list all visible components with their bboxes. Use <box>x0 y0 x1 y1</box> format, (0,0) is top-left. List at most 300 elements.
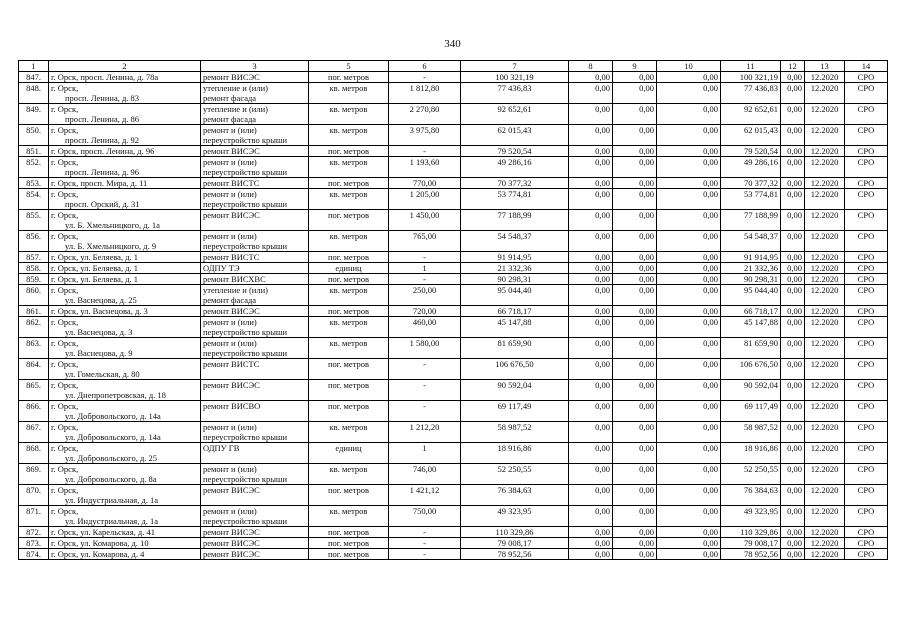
source-cell: СРО <box>845 146 888 157</box>
work-type-line: ремонт ВИСТС <box>203 359 260 369</box>
col12-cell: 0,00 <box>781 359 805 380</box>
address-line: ул. Добровольского, д. 14а <box>65 432 161 442</box>
unit-cell: пог. метров <box>309 252 389 263</box>
table-row <box>19 157 888 178</box>
work-type-line: ремонт ВИСЭС <box>203 306 260 316</box>
col10-cell: 0,00 <box>657 83 721 104</box>
col9-cell: 0,00 <box>613 125 657 146</box>
col12-cell: 0,00 <box>781 274 805 285</box>
address-line: ул. Васнецова, д. 3 <box>65 327 133 337</box>
quantity-cell: 1 421,12 <box>389 485 461 506</box>
table-row <box>19 380 888 401</box>
col10-cell: 0,00 <box>657 104 721 125</box>
total-cost-cell: 78 952,56 <box>461 549 569 560</box>
table-row <box>19 464 888 485</box>
col9-cell: 0,00 <box>613 210 657 231</box>
unit-cell: кв. метров <box>309 338 389 359</box>
col8-cell: 0,00 <box>569 401 613 422</box>
quantity-cell: - <box>389 146 461 157</box>
work-type-line: переустройство крыши <box>203 241 288 251</box>
unit-cell: пог. метров <box>309 306 389 317</box>
col12-cell: 0,00 <box>781 306 805 317</box>
work-type-cell <box>201 285 309 306</box>
col12-cell: 0,00 <box>781 83 805 104</box>
table-row <box>19 538 888 549</box>
quantity-cell: - <box>389 274 461 285</box>
row-number: 853. <box>19 178 49 189</box>
total-cost-cell: 79 520,54 <box>461 146 569 157</box>
quantity-cell: 720,00 <box>389 306 461 317</box>
address-line: г. Орск, <box>51 317 79 327</box>
col11-cell: 100 321,19 <box>721 72 781 83</box>
col11-cell: 49 323,95 <box>721 506 781 527</box>
source-cell: СРО <box>845 485 888 506</box>
quantity-cell: 250,00 <box>389 285 461 306</box>
date-cell: 12.2020 <box>805 338 845 359</box>
date-cell: 12.2020 <box>805 104 845 125</box>
col11-cell: 62 015,43 <box>721 125 781 146</box>
source-cell: СРО <box>845 443 888 464</box>
unit-cell: пог. метров <box>309 485 389 506</box>
col10-cell: 0,00 <box>657 464 721 485</box>
col9-cell: 0,00 <box>613 422 657 443</box>
row-number: 857. <box>19 252 49 263</box>
quantity-cell: - <box>389 538 461 549</box>
date-cell: 12.2020 <box>805 443 845 464</box>
address-line: г. Орск, <box>51 231 79 241</box>
address-line: ул. Добровольского, д. 8а <box>65 474 157 484</box>
address-line: г. Орск, просп. Ленина, д. 96 <box>51 146 155 156</box>
col10-cell: 0,00 <box>657 359 721 380</box>
address-line: просп. Ленина, д. 83 <box>65 93 140 103</box>
total-cost-cell: 62 015,43 <box>461 125 569 146</box>
row-number: 855. <box>19 210 49 231</box>
work-type-line: ремонт и (или) <box>203 317 257 327</box>
work-type-cell <box>201 72 309 83</box>
address-cell <box>49 83 201 104</box>
table-row <box>19 443 888 464</box>
col10-cell: 0,00 <box>657 317 721 338</box>
total-cost-cell: 58 987,52 <box>461 422 569 443</box>
row-number: 850. <box>19 125 49 146</box>
col11-cell: 91 914,95 <box>721 252 781 263</box>
col10-cell: 0,00 <box>657 178 721 189</box>
table-row <box>19 104 888 125</box>
source-cell: СРО <box>845 422 888 443</box>
total-cost-cell: 81 659,90 <box>461 338 569 359</box>
address-cell <box>49 464 201 485</box>
address-cell <box>49 422 201 443</box>
quantity-cell: 1 450,00 <box>389 210 461 231</box>
col10-cell: 0,00 <box>657 538 721 549</box>
col8-cell: 0,00 <box>569 443 613 464</box>
address-line: г. Орск, <box>51 359 79 369</box>
col12-cell: 0,00 <box>781 317 805 338</box>
col11-cell: 92 652,61 <box>721 104 781 125</box>
table-row <box>19 252 888 263</box>
col11-cell: 49 286,16 <box>721 157 781 178</box>
work-type-line: ремонт ВИСЭС <box>203 146 260 156</box>
table-row <box>19 338 888 359</box>
work-type-cell <box>201 549 309 560</box>
unit-cell: единиц <box>309 263 389 274</box>
address-line: г. Орск, ул. Беляева, д. 1 <box>51 252 139 262</box>
work-type-cell <box>201 83 309 104</box>
date-cell: 12.2020 <box>805 380 845 401</box>
col8-cell: 0,00 <box>569 274 613 285</box>
col10-cell: 0,00 <box>657 125 721 146</box>
col11-cell: 52 250,55 <box>721 464 781 485</box>
work-type-line: переустройство крыши <box>203 199 288 209</box>
total-cost-cell: 90 592,04 <box>461 380 569 401</box>
total-cost-cell: 69 117,49 <box>461 401 569 422</box>
work-type-line: ремонт и (или) <box>203 422 257 432</box>
work-type-line: переустройство крыши <box>203 432 288 442</box>
date-cell: 12.2020 <box>805 72 845 83</box>
table-row <box>19 549 888 560</box>
col10-cell: 0,00 <box>657 338 721 359</box>
table-row <box>19 306 888 317</box>
date-cell: 12.2020 <box>805 538 845 549</box>
col9-cell: 0,00 <box>613 485 657 506</box>
address-cell <box>49 210 201 231</box>
date-cell: 12.2020 <box>805 317 845 338</box>
work-type-line: ремонт и (или) <box>203 189 257 199</box>
col9-cell: 0,00 <box>613 83 657 104</box>
col8-cell: 0,00 <box>569 317 613 338</box>
col8-cell: 0,00 <box>569 104 613 125</box>
column-header-5: 5 <box>309 61 389 72</box>
total-cost-cell: 92 652,61 <box>461 104 569 125</box>
date-cell: 12.2020 <box>805 422 845 443</box>
col12-cell: 0,00 <box>781 72 805 83</box>
table-row <box>19 189 888 210</box>
total-cost-cell: 77 188,99 <box>461 210 569 231</box>
col8-cell: 0,00 <box>569 83 613 104</box>
row-number: 854. <box>19 189 49 210</box>
col11-cell: 58 987,52 <box>721 422 781 443</box>
work-type-cell <box>201 146 309 157</box>
col10-cell: 0,00 <box>657 263 721 274</box>
col10-cell: 0,00 <box>657 274 721 285</box>
total-cost-cell: 54 548,37 <box>461 231 569 252</box>
address-cell <box>49 263 201 274</box>
source-cell: СРО <box>845 506 888 527</box>
source-cell: СРО <box>845 83 888 104</box>
table-row <box>19 317 888 338</box>
address-line: г. Орск, <box>51 380 79 390</box>
unit-cell: пог. метров <box>309 178 389 189</box>
col9-cell: 0,00 <box>613 189 657 210</box>
work-type-cell <box>201 317 309 338</box>
col9-cell: 0,00 <box>613 263 657 274</box>
table-row <box>19 274 888 285</box>
quantity-cell: - <box>389 252 461 263</box>
row-number: 865. <box>19 380 49 401</box>
row-number: 858. <box>19 263 49 274</box>
address-cell <box>49 485 201 506</box>
col9-cell: 0,00 <box>613 464 657 485</box>
row-number: 849. <box>19 104 49 125</box>
address-line: г. Орск, <box>51 443 79 453</box>
source-cell: СРО <box>845 549 888 560</box>
unit-cell: кв. метров <box>309 464 389 485</box>
col12-cell: 0,00 <box>781 485 805 506</box>
source-cell: СРО <box>845 252 888 263</box>
work-type-line: ремонт и (или) <box>203 464 257 474</box>
source-cell: СРО <box>845 285 888 306</box>
col9-cell: 0,00 <box>613 338 657 359</box>
address-cell <box>49 178 201 189</box>
address-line: г. Орск, просп. Мира, д. 11 <box>51 178 148 188</box>
col12-cell: 0,00 <box>781 380 805 401</box>
col9-cell: 0,00 <box>613 252 657 263</box>
col9-cell: 0,00 <box>613 527 657 538</box>
work-type-cell <box>201 263 309 274</box>
col11-cell: 79 520,54 <box>721 146 781 157</box>
col10-cell: 0,00 <box>657 401 721 422</box>
col9-cell: 0,00 <box>613 443 657 464</box>
address-line: просп. Ленина, д. 92 <box>65 135 140 145</box>
quantity-cell: - <box>389 549 461 560</box>
col9-cell: 0,00 <box>613 274 657 285</box>
col11-cell: 76 384,63 <box>721 485 781 506</box>
col11-cell: 21 332,36 <box>721 263 781 274</box>
quantity-cell: 1 <box>389 443 461 464</box>
address-line: просп. Ленина, д. 96 <box>65 167 140 177</box>
date-cell: 12.2020 <box>805 146 845 157</box>
table-row <box>19 485 888 506</box>
col11-cell: 90 592,04 <box>721 380 781 401</box>
col11-cell: 53 774,81 <box>721 189 781 210</box>
address-line: г. Орск, <box>51 422 79 432</box>
address-line: г. Орск, <box>51 485 79 495</box>
source-cell: СРО <box>845 178 888 189</box>
col8-cell: 0,00 <box>569 538 613 549</box>
address-cell <box>49 538 201 549</box>
col10-cell: 0,00 <box>657 527 721 538</box>
total-cost-cell: 79 008,17 <box>461 538 569 549</box>
address-cell <box>49 549 201 560</box>
work-type-cell <box>201 527 309 538</box>
row-number: 872. <box>19 527 49 538</box>
unit-cell: пог. метров <box>309 401 389 422</box>
col12-cell: 0,00 <box>781 527 805 538</box>
address-line: г. Орск, <box>51 83 79 93</box>
col9-cell: 0,00 <box>613 285 657 306</box>
work-type-cell <box>201 464 309 485</box>
col8-cell: 0,00 <box>569 157 613 178</box>
col8-cell: 0,00 <box>569 338 613 359</box>
address-line: г. Орск, <box>51 338 79 348</box>
quantity-cell: 1 <box>389 263 461 274</box>
work-type-line: переустройство крыши <box>203 348 288 358</box>
source-cell: СРО <box>845 231 888 252</box>
date-cell: 12.2020 <box>805 83 845 104</box>
address-line: ул. Б. Хмельницкого, д. 9 <box>65 241 157 251</box>
address-line: ул. Васнецова, д. 9 <box>65 348 133 358</box>
col8-cell: 0,00 <box>569 464 613 485</box>
address-line: ул. Гомельская, д. 80 <box>65 369 140 379</box>
address-cell <box>49 359 201 380</box>
unit-cell: пог. метров <box>309 380 389 401</box>
address-line: ул. Днепропетровская, д. 18 <box>65 390 166 400</box>
quantity-cell: 750,00 <box>389 506 461 527</box>
work-type-line: ремонт фасада <box>203 295 257 305</box>
quantity-cell: - <box>389 359 461 380</box>
address-cell <box>49 401 201 422</box>
address-cell <box>49 338 201 359</box>
work-type-cell <box>201 231 309 252</box>
work-type-cell <box>201 306 309 317</box>
work-type-cell <box>201 104 309 125</box>
total-cost-cell: 91 914,95 <box>461 252 569 263</box>
work-type-line: ОДПУ ТЭ <box>203 263 240 273</box>
total-cost-cell: 100 321,19 <box>461 72 569 83</box>
date-cell: 12.2020 <box>805 189 845 210</box>
column-header-6: 6 <box>389 61 461 72</box>
row-number: 852. <box>19 157 49 178</box>
row-number: 874. <box>19 549 49 560</box>
row-number: 863. <box>19 338 49 359</box>
col9-cell: 0,00 <box>613 359 657 380</box>
total-cost-cell: 45 147,88 <box>461 317 569 338</box>
col12-cell: 0,00 <box>781 104 805 125</box>
col12-cell: 0,00 <box>781 146 805 157</box>
col8-cell: 0,00 <box>569 263 613 274</box>
col10-cell: 0,00 <box>657 380 721 401</box>
address-line: г. Орск, <box>51 464 79 474</box>
unit-cell: кв. метров <box>309 104 389 125</box>
col11-cell: 54 548,37 <box>721 231 781 252</box>
address-line: г. Орск, <box>51 157 79 167</box>
col10-cell: 0,00 <box>657 72 721 83</box>
column-header-11: 11 <box>721 61 781 72</box>
col10-cell: 0,00 <box>657 549 721 560</box>
address-line: г. Орск, ул. Беляева, д. 1 <box>51 274 139 284</box>
address-line: г. Орск, ул. Комарова, д. 4 <box>51 549 145 559</box>
work-type-line: ремонт и (или) <box>203 231 257 241</box>
unit-cell: кв. метров <box>309 157 389 178</box>
unit-cell: кв. метров <box>309 506 389 527</box>
address-cell <box>49 231 201 252</box>
work-type-line: утепление и (или) <box>203 285 268 295</box>
date-cell: 12.2020 <box>805 485 845 506</box>
col10-cell: 0,00 <box>657 231 721 252</box>
col10-cell: 0,00 <box>657 285 721 306</box>
col10-cell: 0,00 <box>657 306 721 317</box>
table-row <box>19 506 888 527</box>
col9-cell: 0,00 <box>613 104 657 125</box>
table-row <box>19 72 888 83</box>
col12-cell: 0,00 <box>781 401 805 422</box>
work-type-cell <box>201 189 309 210</box>
address-cell <box>49 380 201 401</box>
work-type-line: ремонт фасада <box>203 93 257 103</box>
col12-cell: 0,00 <box>781 422 805 443</box>
source-cell: СРО <box>845 125 888 146</box>
source-cell: СРО <box>845 306 888 317</box>
col8-cell: 0,00 <box>569 146 613 157</box>
unit-cell: пог. метров <box>309 549 389 560</box>
source-cell: СРО <box>845 104 888 125</box>
col8-cell: 0,00 <box>569 189 613 210</box>
col9-cell: 0,00 <box>613 317 657 338</box>
unit-cell: кв. метров <box>309 231 389 252</box>
address-line: г. Орск, ул. Комарова, д. 10 <box>51 538 149 548</box>
source-cell: СРО <box>845 538 888 549</box>
unit-cell: кв. метров <box>309 83 389 104</box>
source-cell: СРО <box>845 317 888 338</box>
column-header-12: 12 <box>781 61 805 72</box>
work-type-cell <box>201 538 309 549</box>
work-type-cell <box>201 252 309 263</box>
col8-cell: 0,00 <box>569 506 613 527</box>
date-cell: 12.2020 <box>805 157 845 178</box>
source-cell: СРО <box>845 189 888 210</box>
unit-cell: пог. метров <box>309 359 389 380</box>
table-header <box>19 61 888 72</box>
unit-cell: пог. метров <box>309 527 389 538</box>
date-cell: 12.2020 <box>805 527 845 538</box>
address-line: ул. Добровольского, д. 14а <box>65 411 161 421</box>
row-number: 861. <box>19 306 49 317</box>
column-header-7: 7 <box>461 61 569 72</box>
table-row <box>19 285 888 306</box>
address-line: ул. Индустриальная, д. 1а <box>65 516 159 526</box>
row-number: 862. <box>19 317 49 338</box>
row-number: 869. <box>19 464 49 485</box>
table-row <box>19 359 888 380</box>
date-cell: 12.2020 <box>805 549 845 560</box>
address-line: г. Орск, ул. Васнецова, д. 3 <box>51 306 148 316</box>
col12-cell: 0,00 <box>781 231 805 252</box>
quantity-cell: 1 193,60 <box>389 157 461 178</box>
address-line: ул. Васнецова, д. 25 <box>65 295 137 305</box>
work-type-line: переустройство крыши <box>203 167 288 177</box>
col10-cell: 0,00 <box>657 485 721 506</box>
date-cell: 12.2020 <box>805 464 845 485</box>
date-cell: 12.2020 <box>805 125 845 146</box>
col12-cell: 0,00 <box>781 178 805 189</box>
work-type-line: ремонт и (или) <box>203 506 257 516</box>
work-type-line: ремонт и (или) <box>203 125 257 135</box>
col8-cell: 0,00 <box>569 285 613 306</box>
total-cost-cell: 76 384,63 <box>461 485 569 506</box>
quantity-cell: 460,00 <box>389 317 461 338</box>
work-type-line: ремонт и (или) <box>203 338 257 348</box>
quantity-cell: 2 270,80 <box>389 104 461 125</box>
col10-cell: 0,00 <box>657 210 721 231</box>
address-cell <box>49 252 201 263</box>
header-row <box>19 61 888 72</box>
quantity-cell: - <box>389 401 461 422</box>
date-cell: 12.2020 <box>805 359 845 380</box>
col9-cell: 0,00 <box>613 146 657 157</box>
work-type-line: ремонт ВИСЭС <box>203 485 260 495</box>
address-line: г. Орск, <box>51 125 79 135</box>
total-cost-cell: 95 044,40 <box>461 285 569 306</box>
table-row <box>19 422 888 443</box>
col8-cell: 0,00 <box>569 231 613 252</box>
col10-cell: 0,00 <box>657 157 721 178</box>
address-cell <box>49 306 201 317</box>
address-line: просп. Орский, д. 31 <box>65 199 140 209</box>
col8-cell: 0,00 <box>569 380 613 401</box>
col9-cell: 0,00 <box>613 401 657 422</box>
source-cell: СРО <box>845 72 888 83</box>
unit-cell: пог. метров <box>309 146 389 157</box>
